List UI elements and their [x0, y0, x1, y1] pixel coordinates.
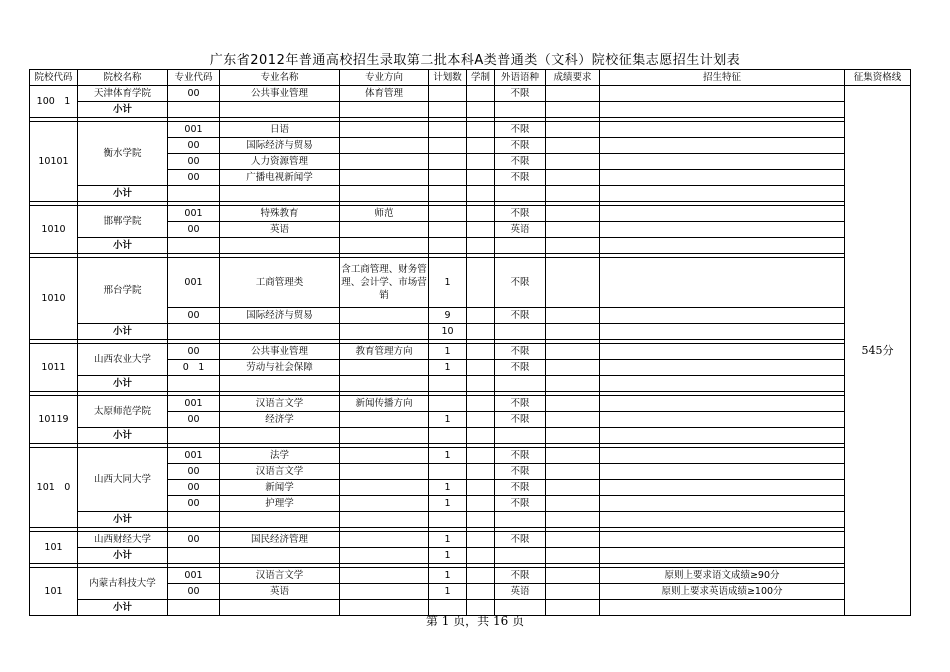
duration-cell	[467, 222, 495, 238]
admission-feature-cell	[600, 206, 845, 222]
table-row	[30, 532, 911, 548]
major-name-cell: 经济学	[220, 412, 340, 428]
table-row	[30, 344, 911, 360]
score-requirement-cell	[546, 222, 600, 238]
column-header: 院校名称	[78, 70, 168, 86]
plan-count-cell	[429, 138, 467, 154]
major-direction-cell: 新闻传播方向	[340, 396, 429, 412]
subtotal-plan-cell	[429, 376, 467, 392]
major-direction-cell	[340, 412, 429, 428]
major-direction-cell	[340, 308, 429, 324]
admission-feature-cell	[600, 122, 845, 138]
subtotal-row	[30, 512, 911, 528]
language-cell: 不限	[495, 258, 546, 308]
subtotal-cell	[168, 102, 220, 118]
score-requirement-cell	[546, 170, 600, 186]
major-code-cell: 00	[168, 170, 220, 186]
score-requirement-cell	[546, 532, 600, 548]
score-requirement-cell	[546, 396, 600, 412]
subtotal-row	[30, 324, 911, 340]
admission-feature-cell	[600, 170, 845, 186]
school-code-cell: 10119	[30, 396, 78, 444]
table-row	[30, 396, 911, 412]
admission-feature-cell: 原则上要求语文成绩≥90分	[600, 568, 845, 584]
major-direction-cell: 师范	[340, 206, 429, 222]
subtotal-cell	[546, 548, 600, 564]
school-name-cell: 山西财经大学	[78, 532, 168, 548]
subtotal-cell	[546, 102, 600, 118]
language-cell: 不限	[495, 360, 546, 376]
subtotal-plan-cell	[429, 512, 467, 528]
major-direction-cell	[340, 496, 429, 512]
duration-cell	[467, 584, 495, 600]
major-name-cell: 劳动与社会保障	[220, 360, 340, 376]
subtotal-cell	[495, 186, 546, 202]
major-code-cell: 00	[168, 138, 220, 154]
subtotal-cell	[546, 512, 600, 528]
subtotal-cell	[168, 428, 220, 444]
page-title: 广东省2012年普通高校招生录取第二批本科A类普通类（文科）院校征集志愿招生计划表	[209, 53, 741, 68]
language-cell: 不限	[495, 396, 546, 412]
plan-count-cell	[429, 154, 467, 170]
admission-feature-cell	[600, 222, 845, 238]
subtotal-cell	[546, 324, 600, 340]
plan-count-cell: 9	[429, 308, 467, 324]
major-name-cell: 广播电视新闻学	[220, 170, 340, 186]
major-code-cell: 00	[168, 308, 220, 324]
language-cell: 英语	[495, 222, 546, 238]
major-direction-cell	[340, 360, 429, 376]
admission-feature-cell	[600, 360, 845, 376]
major-code-cell: 00	[168, 222, 220, 238]
score-requirement-cell	[546, 206, 600, 222]
score-requirement-cell	[546, 122, 600, 138]
admission-feature-cell	[600, 138, 845, 154]
major-direction-cell	[340, 154, 429, 170]
subtotal-cell	[340, 102, 429, 118]
major-code-cell: 0 1	[168, 360, 220, 376]
subtotal-cell	[467, 428, 495, 444]
plan-count-cell	[429, 86, 467, 102]
major-code-cell: 00	[168, 154, 220, 170]
enrollment-plan-table	[29, 69, 911, 616]
major-name-cell: 汉语言文学	[220, 396, 340, 412]
school-name-cell: 邯郸学院	[78, 206, 168, 238]
subtotal-cell	[220, 324, 340, 340]
subtotal-row	[30, 238, 911, 254]
major-code-cell: 00	[168, 412, 220, 428]
duration-cell	[467, 122, 495, 138]
subtotal-cell	[168, 186, 220, 202]
duration-cell	[467, 138, 495, 154]
plan-count-cell: 1	[429, 258, 467, 308]
subtotal-cell	[340, 548, 429, 564]
plan-count-cell	[429, 170, 467, 186]
subtotal-cell	[600, 186, 845, 202]
major-direction-cell	[340, 584, 429, 600]
column-header: 专业代码	[168, 70, 220, 86]
major-direction-cell	[340, 464, 429, 480]
major-name-cell: 人力资源管理	[220, 154, 340, 170]
school-name-cell: 山西大同大学	[78, 448, 168, 512]
duration-cell	[467, 344, 495, 360]
plan-count-cell: 1	[429, 344, 467, 360]
duration-cell	[467, 480, 495, 496]
subtotal-plan-cell: 10	[429, 324, 467, 340]
plan-count-cell	[429, 464, 467, 480]
major-name-cell: 公共事业管理	[220, 86, 340, 102]
school-code-cell: 101	[30, 568, 78, 616]
duration-cell	[467, 568, 495, 584]
duration-cell	[467, 258, 495, 308]
duration-cell	[467, 464, 495, 480]
subtotal-cell	[467, 548, 495, 564]
major-code-cell: 00	[168, 464, 220, 480]
plan-count-cell	[429, 122, 467, 138]
score-requirement-cell	[546, 412, 600, 428]
subtotal-label-cell: 小计	[78, 238, 168, 254]
subtotal-cell	[495, 512, 546, 528]
major-direction-cell	[340, 568, 429, 584]
subtotal-plan-cell	[429, 238, 467, 254]
score-requirement-cell	[546, 154, 600, 170]
subtotal-cell	[340, 512, 429, 528]
table-row	[30, 258, 911, 308]
subtotal-cell	[495, 548, 546, 564]
major-name-cell: 新闻学	[220, 480, 340, 496]
score-requirement-cell	[546, 480, 600, 496]
major-code-cell: 00	[168, 496, 220, 512]
admission-feature-cell	[600, 448, 845, 464]
column-header: 成绩要求	[546, 70, 600, 86]
subtotal-cell	[340, 238, 429, 254]
plan-count-cell	[429, 206, 467, 222]
subtotal-cell	[546, 428, 600, 444]
major-name-cell: 日语	[220, 122, 340, 138]
major-code-cell: 00	[168, 344, 220, 360]
school-code-cell: 1010	[30, 258, 78, 340]
major-name-cell: 护理学	[220, 496, 340, 512]
column-header: 外语语种	[495, 70, 546, 86]
language-cell: 不限	[495, 412, 546, 428]
subtotal-cell	[220, 512, 340, 528]
school-code-cell: 1010	[30, 206, 78, 254]
subtotal-row	[30, 102, 911, 118]
major-direction-cell: 含工商管理、财务管理、会计学、市场营销	[340, 258, 429, 308]
plan-count-cell: 1	[429, 448, 467, 464]
admission-feature-cell	[600, 464, 845, 480]
admission-feature-cell	[600, 258, 845, 308]
score-requirement-cell	[546, 568, 600, 584]
score-requirement-cell	[546, 448, 600, 464]
table-row	[30, 568, 911, 584]
subtotal-cell	[220, 186, 340, 202]
subtotal-cell	[600, 428, 845, 444]
duration-cell	[467, 86, 495, 102]
score-requirement-cell	[546, 360, 600, 376]
major-code-cell: 00	[168, 532, 220, 548]
major-name-cell: 国际经济与贸易	[220, 308, 340, 324]
subtotal-label-cell: 小计	[78, 102, 168, 118]
subtotal-label-cell: 小计	[78, 600, 168, 616]
duration-cell	[467, 170, 495, 186]
language-cell: 不限	[495, 448, 546, 464]
subtotal-label-cell: 小计	[78, 376, 168, 392]
language-cell: 不限	[495, 532, 546, 548]
subtotal-cell	[546, 186, 600, 202]
score-requirement-cell	[546, 138, 600, 154]
subtotal-row	[30, 186, 911, 202]
school-code-cell: 10101	[30, 122, 78, 202]
major-code-cell: 001	[168, 258, 220, 308]
subtotal-cell	[467, 512, 495, 528]
subtotal-cell	[546, 238, 600, 254]
duration-cell	[467, 154, 495, 170]
plan-count-cell: 1	[429, 496, 467, 512]
subtotal-cell	[340, 428, 429, 444]
major-code-cell: 001	[168, 206, 220, 222]
subtotal-cell	[168, 548, 220, 564]
subtotal-label-cell: 小计	[78, 512, 168, 528]
subtotal-cell	[495, 102, 546, 118]
score-requirement-cell	[546, 258, 600, 308]
subtotal-row	[30, 428, 911, 444]
major-name-cell: 汉语言文学	[220, 568, 340, 584]
subtotal-label-cell: 小计	[78, 324, 168, 340]
plan-count-cell: 1	[429, 360, 467, 376]
subtotal-cell	[467, 186, 495, 202]
subtotal-cell	[600, 324, 845, 340]
subtotal-label-cell: 小计	[78, 186, 168, 202]
column-header: 计划数	[429, 70, 467, 86]
admission-feature-cell	[600, 412, 845, 428]
language-cell: 不限	[495, 496, 546, 512]
school-name-cell: 内蒙古科技大学	[78, 568, 168, 600]
subtotal-cell	[220, 548, 340, 564]
admission-feature-cell	[600, 480, 845, 496]
major-direction-cell	[340, 480, 429, 496]
subtotal-plan-cell	[429, 428, 467, 444]
duration-cell	[467, 496, 495, 512]
table-row	[30, 206, 911, 222]
subtotal-cell	[467, 324, 495, 340]
subtotal-cell	[546, 376, 600, 392]
major-name-cell: 汉语言文学	[220, 464, 340, 480]
admission-feature-cell	[600, 396, 845, 412]
subtotal-cell	[168, 238, 220, 254]
language-cell: 不限	[495, 170, 546, 186]
subtotal-cell	[168, 512, 220, 528]
column-header: 专业名称	[220, 70, 340, 86]
language-cell: 不限	[495, 308, 546, 324]
language-cell: 不限	[495, 344, 546, 360]
major-name-cell: 特殊教育	[220, 206, 340, 222]
subtotal-cell	[467, 238, 495, 254]
plan-count-cell	[429, 396, 467, 412]
admission-feature-cell: 原则上要求英语成绩≥100分	[600, 584, 845, 600]
subtotal-cell	[220, 376, 340, 392]
subtotal-cell	[600, 376, 845, 392]
column-header: 招生特征	[600, 70, 845, 86]
subtotal-cell	[220, 102, 340, 118]
subtotal-row	[30, 548, 911, 564]
subtotal-row	[30, 376, 911, 392]
subtotal-plan-cell	[429, 186, 467, 202]
subtotal-cell	[495, 238, 546, 254]
score-requirement-cell	[546, 584, 600, 600]
qualification-score-cell: 545分	[845, 86, 911, 616]
subtotal-cell	[220, 428, 340, 444]
plan-count-cell	[429, 222, 467, 238]
major-direction-cell: 体育管理	[340, 86, 429, 102]
language-cell: 不限	[495, 480, 546, 496]
subtotal-cell	[495, 324, 546, 340]
table-row	[30, 86, 911, 102]
plan-count-cell: 1	[429, 568, 467, 584]
major-direction-cell: 教育管理方向	[340, 344, 429, 360]
school-code-cell: 100 1	[30, 86, 78, 118]
column-header: 专业方向	[340, 70, 429, 86]
subtotal-cell	[220, 238, 340, 254]
language-cell: 不限	[495, 568, 546, 584]
column-header: 学制	[467, 70, 495, 86]
duration-cell	[467, 412, 495, 428]
score-requirement-cell	[546, 344, 600, 360]
subtotal-label-cell: 小计	[78, 548, 168, 564]
major-name-cell: 英语	[220, 584, 340, 600]
major-name-cell: 工商管理类	[220, 258, 340, 308]
admission-feature-cell	[600, 532, 845, 548]
major-name-cell: 国民经济管理	[220, 532, 340, 548]
plan-count-cell: 1	[429, 584, 467, 600]
school-code-cell: 101	[30, 532, 78, 564]
duration-cell	[467, 532, 495, 548]
major-direction-cell	[340, 222, 429, 238]
major-direction-cell	[340, 448, 429, 464]
major-name-cell: 公共事业管理	[220, 344, 340, 360]
language-cell: 不限	[495, 206, 546, 222]
language-cell: 不限	[495, 154, 546, 170]
major-direction-cell	[340, 170, 429, 186]
score-requirement-cell	[546, 496, 600, 512]
subtotal-cell	[600, 548, 845, 564]
duration-cell	[467, 360, 495, 376]
language-cell: 英语	[495, 584, 546, 600]
school-name-cell: 天津体育学院	[78, 86, 168, 102]
subtotal-cell	[168, 324, 220, 340]
subtotal-cell	[340, 324, 429, 340]
subtotal-cell	[168, 376, 220, 392]
admission-feature-cell	[600, 344, 845, 360]
major-code-cell: 00	[168, 480, 220, 496]
subtotal-cell	[340, 376, 429, 392]
school-name-cell: 邢台学院	[78, 258, 168, 324]
plan-count-cell: 1	[429, 532, 467, 548]
major-code-cell: 001	[168, 396, 220, 412]
plan-count-cell: 1	[429, 480, 467, 496]
school-name-cell: 太原师范学院	[78, 396, 168, 428]
table-body	[30, 86, 911, 616]
major-direction-cell	[340, 532, 429, 548]
major-direction-cell	[340, 122, 429, 138]
admission-feature-cell	[600, 496, 845, 512]
subtotal-plan-cell	[429, 102, 467, 118]
page-footer: 第 1 页，共 16 页	[425, 614, 525, 628]
major-code-cell: 00	[168, 584, 220, 600]
major-code-cell: 001	[168, 448, 220, 464]
language-cell: 不限	[495, 138, 546, 154]
column-header: 院校代码	[30, 70, 78, 86]
subtotal-cell	[467, 376, 495, 392]
major-code-cell: 001	[168, 122, 220, 138]
subtotal-cell	[495, 376, 546, 392]
language-cell: 不限	[495, 122, 546, 138]
major-name-cell: 法学	[220, 448, 340, 464]
table-row	[30, 122, 911, 138]
column-header: 征集资格线	[845, 70, 911, 86]
admission-feature-cell	[600, 308, 845, 324]
admission-feature-cell	[600, 86, 845, 102]
major-code-cell: 001	[168, 568, 220, 584]
header-row	[30, 70, 911, 86]
duration-cell	[467, 206, 495, 222]
subtotal-cell	[495, 428, 546, 444]
subtotal-cell	[600, 102, 845, 118]
subtotal-cell	[340, 186, 429, 202]
language-cell: 不限	[495, 86, 546, 102]
subtotal-cell	[467, 102, 495, 118]
score-requirement-cell	[546, 464, 600, 480]
subtotal-label-cell: 小计	[78, 428, 168, 444]
subtotal-plan-cell: 1	[429, 548, 467, 564]
school-name-cell: 山西农业大学	[78, 344, 168, 376]
major-name-cell: 英语	[220, 222, 340, 238]
school-code-cell: 101 0	[30, 448, 78, 528]
major-code-cell: 00	[168, 86, 220, 102]
admission-feature-cell	[600, 154, 845, 170]
duration-cell	[467, 308, 495, 324]
major-direction-cell	[340, 138, 429, 154]
subtotal-cell	[600, 238, 845, 254]
language-cell: 不限	[495, 464, 546, 480]
score-requirement-cell	[546, 308, 600, 324]
score-requirement-cell	[546, 86, 600, 102]
school-code-cell: 1011	[30, 344, 78, 392]
major-name-cell: 国际经济与贸易	[220, 138, 340, 154]
plan-count-cell: 1	[429, 412, 467, 428]
school-name-cell: 衡水学院	[78, 122, 168, 186]
table-row	[30, 448, 911, 464]
duration-cell	[467, 396, 495, 412]
subtotal-cell	[600, 512, 845, 528]
duration-cell	[467, 448, 495, 464]
